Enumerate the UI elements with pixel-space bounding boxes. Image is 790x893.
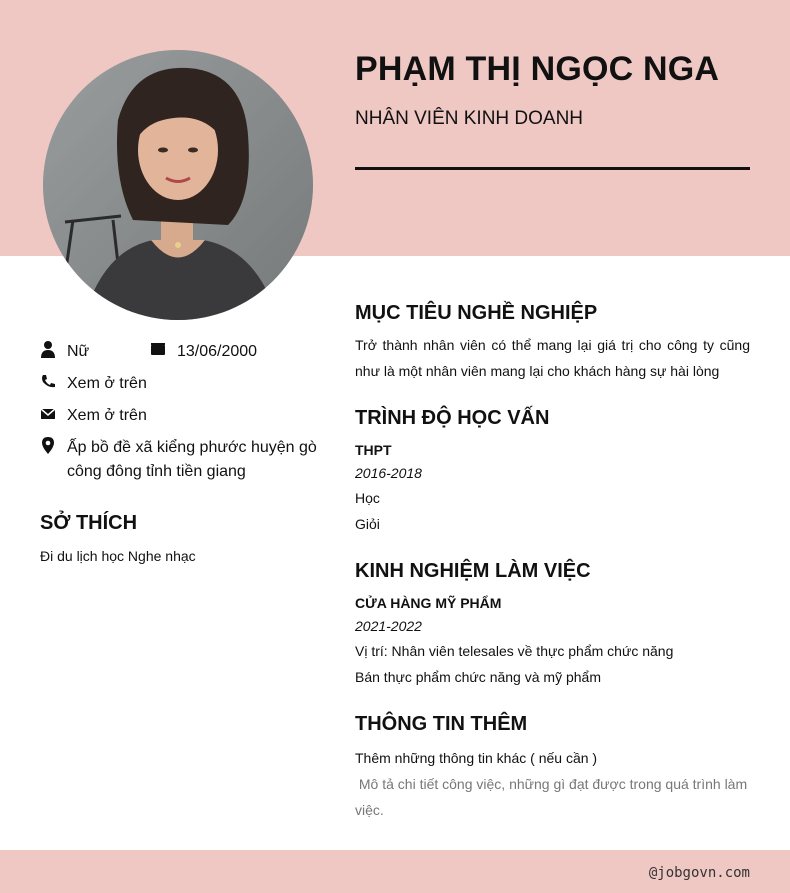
profile-photo <box>43 50 313 320</box>
experience-years: 2021-2022 <box>355 618 422 634</box>
birthdate-row <box>150 340 257 364</box>
education-line-1: Học <box>355 490 380 506</box>
person-icon <box>40 340 56 358</box>
additional-line-2: Mô tả chi tiết công việc, những gì đạt được trong quá trình làm việc. <box>355 776 752 818</box>
additional-line-1: Thêm những thông tin khác ( nếu cần ) <box>355 750 598 766</box>
education-years: 2016-2018 <box>355 465 422 481</box>
phone-row <box>40 372 147 396</box>
gender-row <box>40 340 89 364</box>
education-line-2: Giỏi <box>355 516 380 532</box>
email-row <box>40 404 147 428</box>
experience-description: Bán thực phẩm chức năng và mỹ phẩm <box>355 669 601 685</box>
job-title: NHÂN VIÊN KINH DOANH <box>355 108 584 129</box>
gender-value: Nữ <box>67 343 90 360</box>
objective-text: Trở thành nhân viên có thể mang lại giá trị cho công ty cũng như là một nhân viên mang lại cho khách hàng sự hài lòng <box>355 337 750 379</box>
experience-position: Vị trí: Nhân viên telesales về thực phẩm chức năng <box>355 643 674 659</box>
footer-watermark: @jobgovn.com <box>648 865 750 881</box>
phone-icon <box>40 372 56 390</box>
address-row <box>40 436 325 484</box>
phone-value: Xem ở trên <box>67 375 147 392</box>
hobbies-heading: SỞ THÍCH <box>40 512 138 534</box>
additional-heading: THÔNG TIN THÊM <box>355 713 528 735</box>
education-school: THPT <box>355 442 392 458</box>
email-value: Xem ở trên <box>67 407 147 424</box>
mail-icon <box>40 404 56 422</box>
address-value: Ấp bồ đề xã kiểng phước huyện gò công đông tỉnh tiền giang <box>67 439 317 480</box>
calendar-icon <box>150 340 166 358</box>
location-pin-icon <box>40 436 56 454</box>
candidate-name: PHẠM THỊ NGỌC NGA <box>355 50 720 88</box>
experience-heading: KINH NGHIỆM LÀM VIỆC <box>355 560 591 582</box>
objective-heading: MỤC TIÊU NGHỀ NGHIỆP <box>355 302 598 324</box>
experience-company: CỬA HÀNG MỸ PHẨM <box>355 595 502 611</box>
hobbies-text: Đi du lịch học Nghe nhạc <box>40 548 196 564</box>
education-heading: TRÌNH ĐỘ HỌC VẤN <box>355 407 550 429</box>
birthdate-value: 13/06/2000 <box>177 343 258 360</box>
header-divider <box>355 167 750 170</box>
